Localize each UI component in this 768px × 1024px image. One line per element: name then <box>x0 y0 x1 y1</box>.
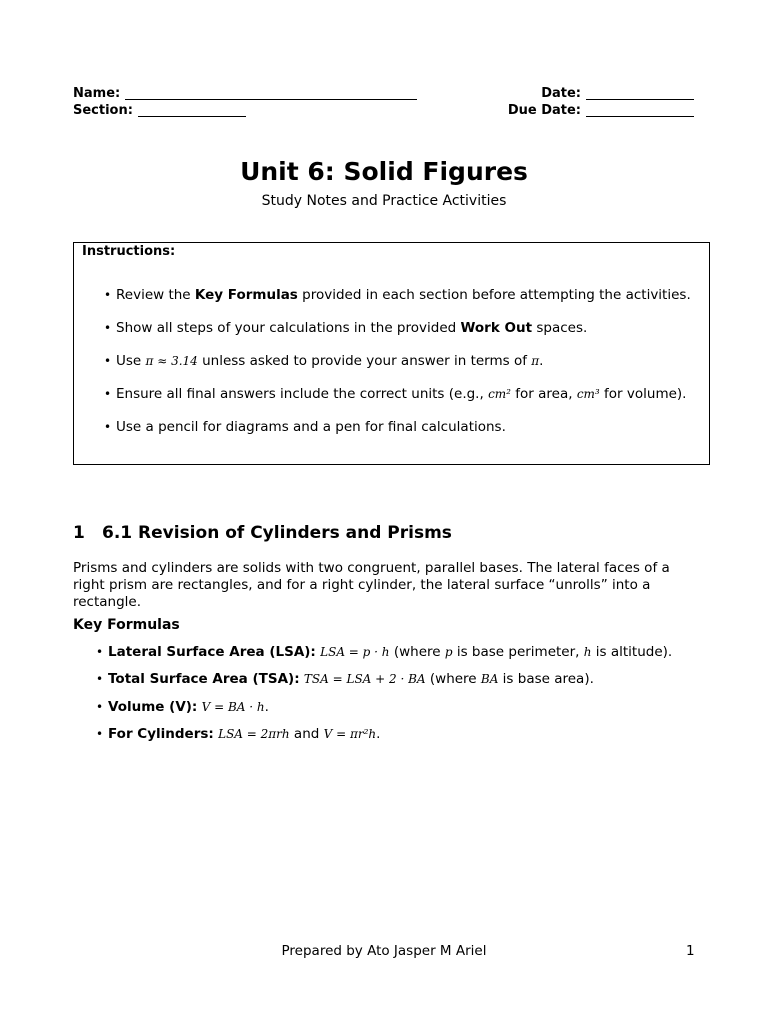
section-label: Section: <box>73 103 133 118</box>
math-cm3: cm³ <box>576 387 600 401</box>
name-field <box>73 86 417 102</box>
bullet-icon: • <box>104 354 112 368</box>
section-paragraph: Prisms and cylinders are solids with two congruent, parallel bases. The lateral faces of a right prism are rectangles, and for a right cylinder, the lateral surface “unrolls” into a rectangle. <box>73 560 670 610</box>
formula-list <box>96 644 672 753</box>
bullet-icon: • <box>104 420 112 434</box>
math-volume: V = BA · h <box>201 699 265 714</box>
instruction-item: • Ensure all final answers include the correct units (e.g., cm² for area, cm³ for volume). <box>104 386 687 402</box>
formula-item: • For Cylinders: LSA = 2πrh and V = πr²h. <box>96 725 381 742</box>
instruction-item: • Use π ≈ 3.14 unless asked to provide your answer in terms of π. <box>104 353 544 369</box>
section-number: 1 <box>73 523 85 543</box>
due-date-blank-line[interactable] <box>586 103 694 117</box>
bullet-icon: • <box>96 645 104 659</box>
section-blank-line[interactable] <box>138 103 246 117</box>
date-blank-line[interactable] <box>586 86 694 100</box>
bullet-icon: • <box>104 288 112 302</box>
due-date-field <box>508 103 694 119</box>
bullet-icon: • <box>96 699 104 714</box>
formula-item: • Total Surface Area (TSA): TSA = LSA + 2 · BA (where BA is base area). <box>96 671 594 688</box>
formula-item: • Volume (V): V = BA · h. <box>96 698 269 715</box>
bullet-icon: • <box>104 321 112 335</box>
instructions-heading: Instructions: <box>82 244 176 259</box>
page-subtitle: Study Notes and Practice Activities <box>261 193 507 209</box>
instruction-item: • Use a pencil for diagrams and a pen for final calculations. <box>104 419 506 435</box>
bullet-icon: • <box>96 672 104 687</box>
instruction-item: • Show all steps of your calculations in the provided Work Out spaces. <box>104 320 588 336</box>
page-number: 1 <box>686 943 695 959</box>
math-cm2: cm² <box>488 387 511 401</box>
section-heading <box>73 522 452 544</box>
name-blank-line[interactable] <box>125 86 417 100</box>
date-field <box>541 86 694 102</box>
math-cyl-volume: V = πr²h <box>323 726 377 741</box>
page-title: Unit 6: Solid Figures <box>240 157 528 186</box>
math-pi: π <box>531 354 540 368</box>
instruction-item: • Review the Key Formulas provided in each section before attempting the activities. <box>104 287 691 303</box>
bullet-icon: • <box>104 387 112 401</box>
date-label: Date: <box>541 86 581 101</box>
due-date-label: Due Date: <box>507 103 581 118</box>
math-lsa: LSA = p · h <box>320 645 390 659</box>
section-title: 6.1 Revision of Cylinders and Prisms <box>102 523 452 543</box>
footer-prepared-by: Prepared by Ato Jasper M Ariel <box>281 943 487 959</box>
math-pi-approx: π ≈ 3.14 <box>145 354 198 368</box>
section-field <box>73 103 246 119</box>
key-formulas-heading: Key Formulas <box>73 617 180 633</box>
bullet-icon: • <box>96 726 104 741</box>
math-tsa: TSA = LSA + 2 · BA <box>303 672 426 687</box>
math-cyl-lsa: LSA = 2πrh <box>218 726 290 741</box>
formula-item: • Lateral Surface Area (LSA): LSA = p · h (where p is base perimeter, h is altitude). <box>96 644 673 660</box>
instructions-list <box>104 287 691 452</box>
name-label: Name: <box>73 86 121 101</box>
instructions-box <box>73 242 710 465</box>
